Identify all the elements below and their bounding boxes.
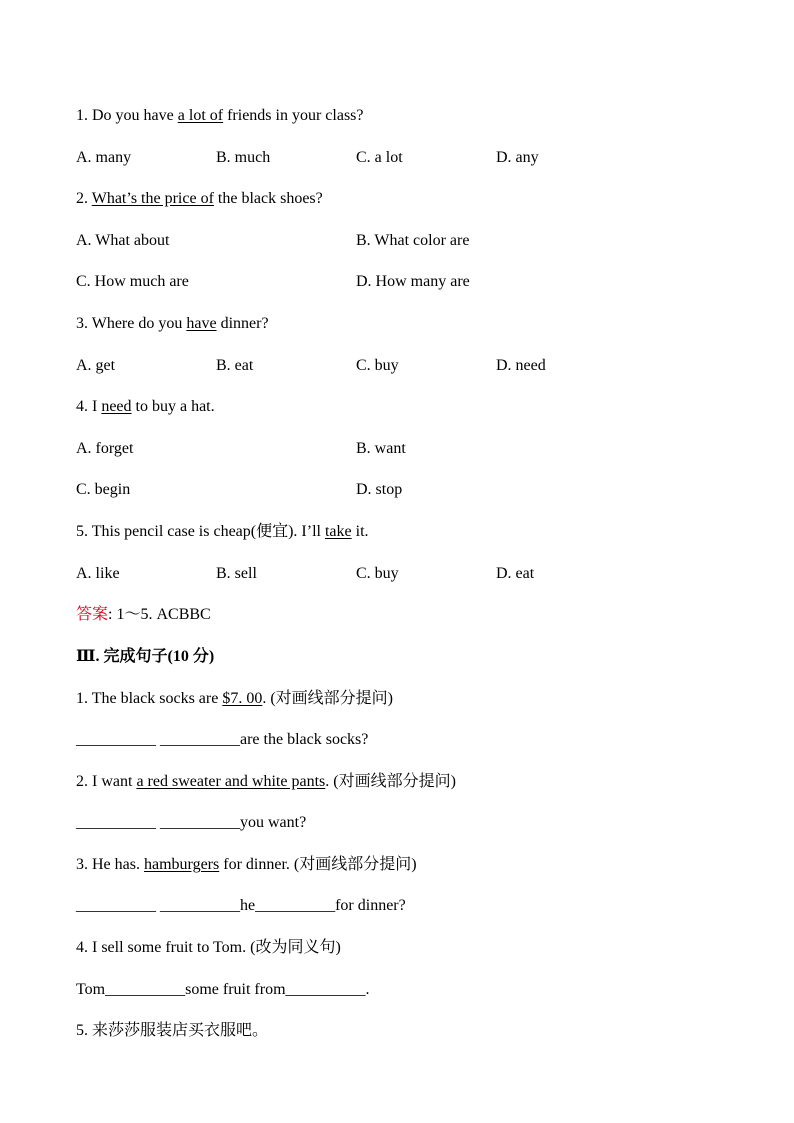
sentence-1	[76, 689, 393, 709]
option-c: C. buy	[356, 357, 399, 374]
option-b: B. eat	[216, 357, 254, 374]
question-1	[76, 106, 364, 126]
question-text: dinner?	[216, 315, 269, 332]
fill-blank-line: __________ __________you want?	[76, 814, 307, 831]
option-a: A. get	[76, 357, 116, 374]
fill-blank-line: __________ __________are the black socks?	[76, 731, 369, 748]
sentence-2	[76, 772, 456, 792]
option-a: A. like	[76, 565, 120, 582]
underlined-phrase: What’s the price of	[91, 190, 214, 207]
underlined-phrase: a lot of	[177, 107, 224, 124]
option-a: A. What about	[76, 232, 170, 249]
option-c: C. How much are	[76, 273, 189, 290]
sentence-text: for dinner. (对画线部分提问)	[219, 856, 417, 873]
sentence-text: 2. I want	[76, 773, 137, 790]
question-text: friends in your class?	[223, 107, 364, 124]
question-number: 2.	[76, 190, 92, 207]
underlined-phrase: take	[324, 523, 352, 540]
option-b: B. want	[356, 440, 406, 457]
answer-text: : 1～5. ACBBC	[108, 606, 211, 623]
fill-blank-line: __________ __________he__________for dinner?	[76, 897, 406, 914]
underlined-phrase: hamburgers	[143, 856, 220, 873]
sentence-text: . (对画线部分提问)	[325, 773, 456, 790]
question-number: 5.	[76, 523, 92, 540]
sentence-3	[76, 855, 417, 875]
question-3	[76, 314, 269, 334]
question-number: 3.	[76, 315, 92, 332]
question-text: Where do you	[91, 315, 187, 332]
option-b: B. What color are	[356, 232, 470, 249]
question-text: Do you have	[92, 107, 178, 124]
sentence-text: . (对画线部分提问)	[262, 690, 393, 707]
underlined-phrase: a red sweater and white pants	[136, 773, 326, 790]
option-d: D. need	[496, 357, 546, 374]
option-a: A. many	[76, 149, 132, 166]
question-text: This pencil case is cheap(便宜). I’ll	[91, 523, 325, 540]
question-text: it.	[351, 523, 369, 540]
sentence-4: 4. I sell some fruit to Tom. (改为同义句)	[76, 939, 341, 956]
answer-line	[76, 605, 211, 625]
option-d: D. any	[496, 149, 539, 166]
sentence-5: 5. 来莎莎服装店买衣服吧。	[76, 1022, 269, 1039]
sentence-text: 3. He has.	[76, 856, 144, 873]
answer-label: 答案	[76, 606, 109, 623]
question-text: the black shoes?	[213, 190, 323, 207]
option-d: D. stop	[356, 481, 403, 498]
option-c: C. begin	[76, 481, 131, 498]
question-5	[76, 522, 369, 542]
question-2	[76, 189, 323, 209]
option-b: B. much	[216, 149, 271, 166]
option-b: B. sell	[216, 565, 257, 582]
underlined-phrase: need	[101, 398, 132, 415]
option-d: D. eat	[496, 565, 535, 582]
question-text: to buy a hat.	[131, 398, 215, 415]
option-a: A. forget	[76, 440, 134, 457]
question-number: 4.	[76, 398, 92, 415]
question-text: I	[92, 398, 102, 415]
underlined-phrase: $7. 00	[222, 690, 263, 707]
option-d: D. How many are	[356, 273, 470, 290]
section-heading: Ⅲ. 完成句子(10 分)	[76, 648, 215, 665]
option-c: C. buy	[356, 565, 399, 582]
fill-blank-line: Tom__________some fruit from__________.	[76, 981, 370, 998]
question-number: 1.	[76, 107, 92, 124]
question-4	[76, 397, 215, 417]
sentence-text: 1. The black socks are	[76, 690, 223, 707]
option-c: C. a lot	[356, 149, 403, 166]
underlined-phrase: have	[186, 315, 217, 332]
